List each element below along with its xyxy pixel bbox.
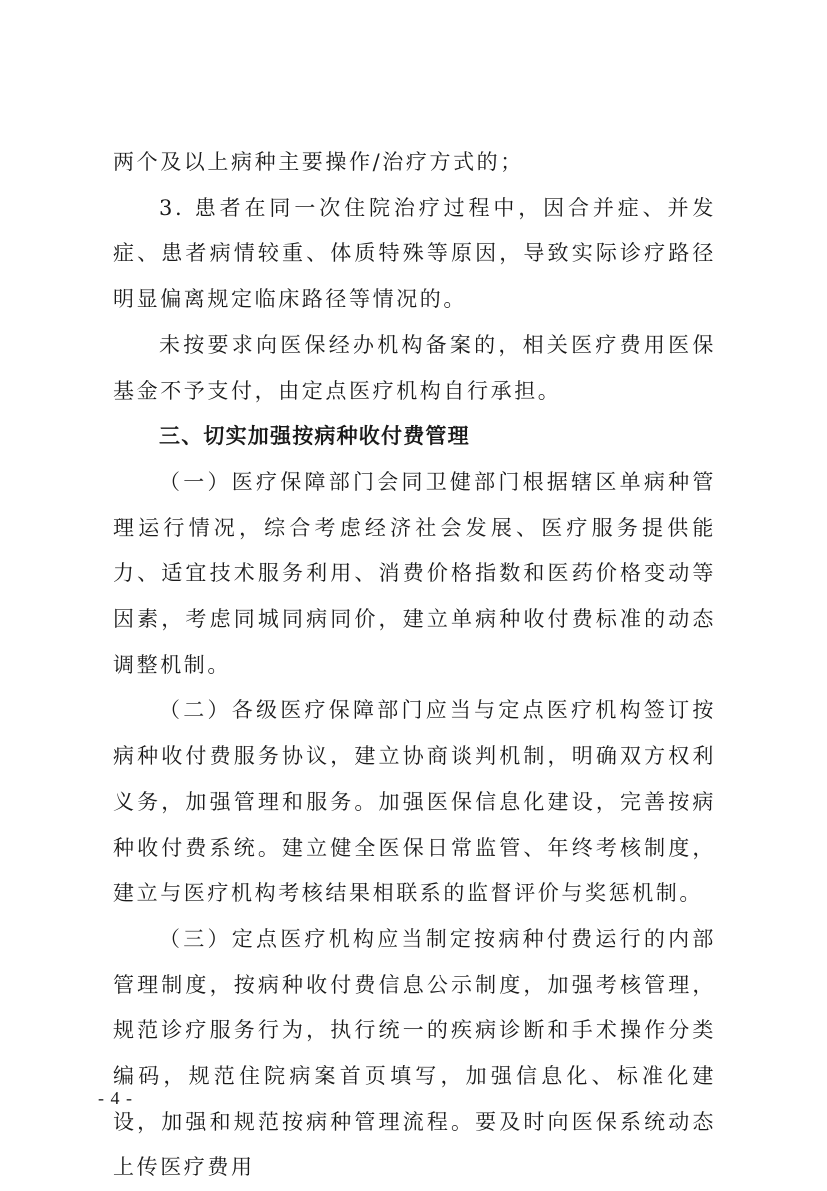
paragraph-continuation: 两个及以上病种主要操作/治疗方式的； [113, 150, 524, 174]
section-heading-3: 三、切实加强按病种收付费管理 [159, 424, 470, 449]
paragraph-subsection-3: （三）定点医疗机构应当制定按病种付费运行的内部管理制度，按病种收付费信息公示制度，加强考核管理，规范诊疗服务行为，执行统一的疾病诊断和手术操作分类编码，规范住院病案首页填写，加强信息化、标准化建设，加强和规范按病种管理流程。要及时向医保系统动态上传医疗费用 [113, 926, 716, 1180]
paragraph-subsection-2: （二）各级医疗保障部门应当与定点医疗机构签订按病种收付费服务协议，建立协商谈判机制，明确双方权利义务，加强管理和服务。加强医保信息化建设，完善按病种收付费系统。建立健全医保日常监管、年终考核制度，建立与医疗机构考核结果相联系的监督评价与奖惩机制。 [113, 698, 716, 906]
page-number: - 4 - [98, 1088, 133, 1108]
paragraph-filing-requirement: 未按要求向医保经办机构备案的，相关医疗费用医保基金不予支付，由定点医疗机构自行承担。 [113, 332, 716, 403]
document-body [113, 140, 716, 1191]
paragraph-item-3: 3. 患者在同一次住院治疗过程中，因合并症、并发症、患者病情较重、体质特殊等原因，导致实际诊疗路径明显偏离规定临床路径等情况的。 [113, 195, 716, 312]
paragraph-subsection-1: （一）医疗保障部门会同卫健部门根据辖区单病种管理运行情况，综合考虑经济社会发展、医疗服务提供能力、适宜技术服务利用、消费价格指数和医药价格变动等因素，考虑同城同病同价，建立单病种收付费标准的动态调整机制。 [113, 469, 716, 677]
